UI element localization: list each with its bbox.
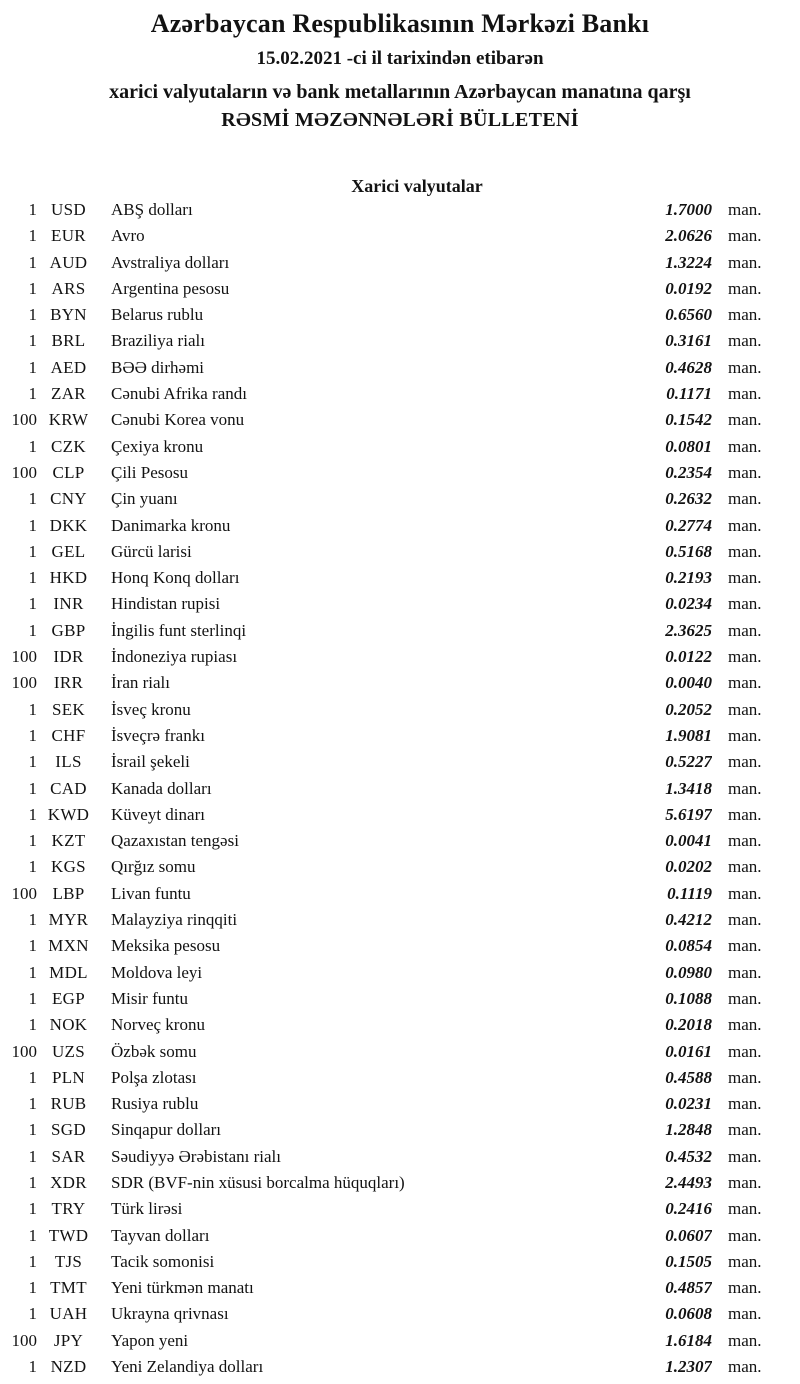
currency-quantity: 1 <box>28 1067 37 1087</box>
currency-name: İsveçrə frankı <box>111 725 205 745</box>
currency-code: UAH <box>49 1304 88 1324</box>
currency-rate: 0.4532 <box>665 1146 712 1166</box>
currency-name: Belarus rublu <box>111 305 204 325</box>
currency-name: Braziliya rialı <box>111 331 205 351</box>
currency-name: Malayziya rinqqiti <box>111 910 238 930</box>
manat-unit-label: man. <box>728 1225 762 1245</box>
currency-name: Moldova leyi <box>111 962 203 982</box>
currency-rate: 0.0122 <box>665 647 712 667</box>
currency-quantity: 1 <box>28 305 37 325</box>
manat-unit-label: man. <box>728 1015 762 1035</box>
currency-code: GBP <box>51 620 86 640</box>
currency-name: Yeni Zelandiya dolları <box>111 1357 264 1377</box>
currency-rate: 0.0192 <box>665 278 712 298</box>
currency-rate: 0.0041 <box>665 831 712 851</box>
currency-code: JPY <box>53 1330 84 1350</box>
currency-quantity: 100 <box>11 647 37 667</box>
currency-name: Avro <box>111 226 145 246</box>
table-row <box>0 1170 800 1196</box>
currency-rate: 0.2632 <box>665 489 712 509</box>
currency-name: Misir funtu <box>111 988 188 1008</box>
currency-rate: 1.2848 <box>665 1120 712 1140</box>
manat-unit-label: man. <box>728 1067 762 1087</box>
currency-rate: 0.1119 <box>667 883 712 903</box>
currency-rate: 0.0980 <box>665 962 712 982</box>
currency-rate: 0.5168 <box>665 541 712 561</box>
manat-unit-label: man. <box>728 1251 762 1271</box>
manat-unit-label: man. <box>728 620 762 640</box>
currency-quantity: 1 <box>28 831 37 851</box>
table-row <box>0 407 800 433</box>
table-row <box>0 434 800 460</box>
currency-name: İsveç kronu <box>111 699 191 719</box>
table-row <box>0 749 800 775</box>
currency-rate: 0.2416 <box>665 1199 712 1219</box>
currency-name: Tayvan dolları <box>111 1225 210 1245</box>
currency-name: Gürcü larisi <box>111 541 192 561</box>
currency-name: Qazaxıstan tengəsi <box>111 831 239 851</box>
currency-quantity: 1 <box>28 1015 37 1035</box>
currency-code: GEL <box>51 541 86 561</box>
currency-code: KZT <box>51 831 86 851</box>
currency-quantity: 1 <box>28 857 37 877</box>
table-row <box>0 907 800 933</box>
table-row <box>0 697 800 723</box>
currency-code: CAD <box>50 778 87 798</box>
table-row <box>0 854 800 880</box>
table-row <box>0 250 800 276</box>
currency-code: AUD <box>49 252 88 272</box>
manat-unit-label: man. <box>728 910 762 930</box>
manat-unit-label: man. <box>728 410 762 430</box>
currency-code: CNY <box>50 489 87 509</box>
table-row <box>0 486 800 512</box>
currency-name: Yapon yeni <box>111 1330 189 1350</box>
manat-unit-label: man. <box>728 1278 762 1298</box>
manat-unit-label: man. <box>728 331 762 351</box>
currency-code: ZAR <box>51 384 86 404</box>
currency-rate: 0.0202 <box>665 857 712 877</box>
currency-name: Kanada dolları <box>111 778 212 798</box>
currency-rate: 0.6560 <box>665 305 712 325</box>
currency-name: Sinqapur dolları <box>111 1120 222 1140</box>
table-row <box>0 591 800 617</box>
manat-unit-label: man. <box>728 647 762 667</box>
manat-unit-label: man. <box>728 1304 762 1324</box>
manat-unit-label: man. <box>728 305 762 325</box>
manat-unit-label: man. <box>728 752 762 772</box>
currency-rate: 0.1088 <box>665 988 712 1008</box>
table-row <box>0 1196 800 1222</box>
currency-quantity: 1 <box>28 725 37 745</box>
manat-unit-label: man. <box>728 1094 762 1114</box>
currency-name: Rusiya rublu <box>111 1094 199 1114</box>
manat-unit-label: man. <box>728 200 762 219</box>
table-row <box>0 328 800 354</box>
currency-rate: 0.0234 <box>665 594 712 614</box>
bank-title: Azərbaycan Respublikasının Mərkəzi Bankı <box>150 9 650 38</box>
currency-name: Avstraliya dolları <box>111 252 230 272</box>
currency-code: DKK <box>49 515 88 535</box>
table-row <box>0 223 800 249</box>
currency-code: UZS <box>51 1041 86 1061</box>
currency-quantity: 1 <box>28 594 37 614</box>
currency-name: Ukrayna qrivnası <box>111 1304 229 1324</box>
currency-code: KWD <box>47 804 90 824</box>
currency-quantity: 1 <box>28 699 37 719</box>
currency-quantity: 1 <box>28 962 37 982</box>
manat-unit-label: man. <box>728 1120 762 1140</box>
currency-name: Çin yuanı <box>111 489 178 509</box>
currency-name: İran rialı <box>111 673 170 693</box>
manat-unit-label: man. <box>728 673 762 693</box>
table-row <box>0 276 800 302</box>
currency-rate: 2.0626 <box>665 226 712 246</box>
currency-code: TJS <box>54 1251 83 1271</box>
currency-code: LBP <box>52 883 85 903</box>
table-row <box>0 1117 800 1143</box>
table-row <box>0 644 800 670</box>
currency-code: INR <box>53 594 84 614</box>
manat-unit-label: man. <box>728 804 762 824</box>
currency-rate: 0.3161 <box>665 331 712 351</box>
currency-code: SAR <box>51 1146 86 1166</box>
currency-quantity: 1 <box>28 252 37 272</box>
manat-unit-label: man. <box>728 436 762 456</box>
currency-code: AED <box>50 357 87 377</box>
currency-quantity: 1 <box>28 200 37 219</box>
rates-table <box>0 197 800 1380</box>
manat-unit-label: man. <box>728 252 762 272</box>
currency-name: Meksika pesosu <box>111 936 221 956</box>
currency-code: CZK <box>51 436 86 456</box>
currency-quantity: 1 <box>28 436 37 456</box>
currency-quantity: 1 <box>28 1357 37 1377</box>
currency-quantity: 100 <box>11 883 37 903</box>
currency-name: Türk lirəsi <box>111 1199 183 1219</box>
currency-quantity: 100 <box>11 673 37 693</box>
currency-quantity: 1 <box>28 515 37 535</box>
currency-code: TMT <box>50 1278 87 1298</box>
currency-rate: 0.2354 <box>665 462 712 482</box>
table-row <box>0 539 800 565</box>
currency-rate: 0.0607 <box>665 1225 712 1245</box>
manat-unit-label: man. <box>728 936 762 956</box>
manat-unit-label: man. <box>728 699 762 719</box>
currency-rate: 0.0231 <box>665 1094 712 1114</box>
currency-code: RUB <box>50 1094 87 1114</box>
table-row <box>0 1144 800 1170</box>
currency-quantity: 1 <box>28 226 37 246</box>
currency-rate: 1.3418 <box>665 778 712 798</box>
table-row <box>0 302 800 328</box>
currency-quantity: 1 <box>28 278 37 298</box>
currency-rate: 1.2307 <box>665 1357 712 1377</box>
manat-unit-label: man. <box>728 357 762 377</box>
currency-name: Danimarka kronu <box>111 515 231 535</box>
section-title-foreign-currencies: Xarici valyutalar <box>351 176 483 196</box>
currency-code: EGP <box>51 988 86 1008</box>
currency-name: Livan funtu <box>111 883 191 903</box>
table-row <box>0 670 800 696</box>
currency-quantity: 1 <box>28 804 37 824</box>
table-row <box>0 1223 800 1249</box>
currency-quantity: 1 <box>28 1225 37 1245</box>
table-row <box>0 1301 800 1327</box>
currency-rate: 0.5227 <box>665 752 712 772</box>
currency-name: Cənubi Afrika randı <box>111 384 247 404</box>
manat-unit-label: man. <box>728 857 762 877</box>
table-row <box>0 828 800 854</box>
table-row <box>0 1328 800 1354</box>
currency-quantity: 1 <box>28 752 37 772</box>
currency-quantity: 1 <box>28 988 37 1008</box>
manat-unit-label: man. <box>728 1330 762 1350</box>
table-row <box>0 460 800 486</box>
currency-name: Çexiya kronu <box>111 436 204 456</box>
currency-code: BYN <box>50 305 87 325</box>
table-row <box>0 776 800 802</box>
table-row <box>0 1065 800 1091</box>
currency-code: NOK <box>49 1015 88 1035</box>
currency-rate: 0.0040 <box>665 673 712 693</box>
currency-name: İngilis funt sterlinqi <box>111 620 247 640</box>
currency-rate: 0.0854 <box>665 936 712 956</box>
currency-code: BRL <box>51 331 86 351</box>
bulletin-header <box>0 0 800 132</box>
manat-unit-label: man. <box>728 831 762 851</box>
table-row <box>0 1039 800 1065</box>
manat-unit-label: man. <box>728 541 762 561</box>
manat-unit-label: man. <box>728 988 762 1008</box>
currency-quantity: 1 <box>28 936 37 956</box>
currency-quantity: 1 <box>28 357 37 377</box>
currency-rate: 1.7000 <box>665 200 712 219</box>
currency-quantity: 1 <box>28 384 37 404</box>
currency-quantity: 100 <box>11 410 37 430</box>
currency-quantity: 1 <box>28 1251 37 1271</box>
currency-quantity: 1 <box>28 331 37 351</box>
currency-name: Yeni türkmən manatı <box>111 1278 254 1298</box>
currency-rate: 1.3224 <box>665 252 712 272</box>
currency-name: Hindistan rupisi <box>111 594 221 614</box>
table-row <box>0 986 800 1012</box>
manat-unit-label: man. <box>728 515 762 535</box>
currency-quantity: 100 <box>11 1041 37 1061</box>
currency-name: ABŞ dolları <box>111 200 193 219</box>
currency-quantity: 1 <box>28 541 37 561</box>
currency-code: XDR <box>50 1172 87 1192</box>
currency-code: ARS <box>51 278 86 298</box>
table-row <box>0 355 800 381</box>
currency-code: KGS <box>51 857 86 877</box>
currency-name: İsrail şekeli <box>111 752 190 772</box>
currency-code: NZD <box>50 1357 87 1377</box>
currency-rate: 0.0801 <box>665 436 712 456</box>
currency-code: SEK <box>51 699 86 719</box>
table-row <box>0 1249 800 1275</box>
currency-quantity: 1 <box>28 489 37 509</box>
currency-code: TRY <box>51 1199 86 1219</box>
manat-unit-label: man. <box>728 1357 762 1377</box>
currency-name: Honq Konq dolları <box>111 568 240 588</box>
currency-code: USD <box>51 200 86 219</box>
currency-rate: 0.1171 <box>666 384 712 404</box>
table-row <box>0 881 800 907</box>
table-row <box>0 618 800 644</box>
scope-line: xarici valyutaların və bank metallarının Azərbaycan manatına qarşı <box>109 81 691 103</box>
currency-quantity: 1 <box>28 1146 37 1166</box>
currency-rate: 0.4628 <box>665 357 712 377</box>
manat-unit-label: man. <box>728 1199 762 1219</box>
currency-name: Səudiyyə Ərəbistanı rialı <box>111 1146 281 1166</box>
table-row <box>0 197 800 223</box>
table-row <box>0 802 800 828</box>
table-row <box>0 1091 800 1117</box>
manat-unit-label: man. <box>728 278 762 298</box>
currency-rate: 2.4493 <box>665 1172 712 1192</box>
currency-quantity: 1 <box>28 910 37 930</box>
table-row <box>0 960 800 986</box>
currency-name: Çili Pesosu <box>111 462 188 482</box>
currency-rate: 0.4212 <box>665 910 712 930</box>
currency-code: CHF <box>51 725 86 745</box>
table-row <box>0 1012 800 1038</box>
currency-code: PLN <box>51 1067 86 1087</box>
currency-quantity: 1 <box>28 568 37 588</box>
currency-name: Polşa zlotası <box>111 1067 197 1087</box>
currency-name: Qırğız somu <box>111 857 196 877</box>
currency-quantity: 1 <box>28 1278 37 1298</box>
currency-name: SDR (BVF-nin xüsusi borcalma hüquqları) <box>111 1172 405 1192</box>
currency-code: KRW <box>48 410 89 430</box>
table-row <box>0 381 800 407</box>
currency-code: EUR <box>51 226 86 246</box>
effective-date-line: 15.02.2021 -ci il tarixindən etibarən <box>256 48 544 69</box>
currency-code: MYR <box>48 910 89 930</box>
currency-name: Tacik somonisi <box>111 1251 215 1271</box>
manat-unit-label: man. <box>728 226 762 246</box>
currency-code: SGD <box>51 1120 86 1140</box>
currency-name: Özbək somu <box>111 1041 197 1061</box>
manat-unit-label: man. <box>728 883 762 903</box>
currency-name: Argentina pesosu <box>111 278 230 298</box>
currency-name: Küveyt dinarı <box>111 804 205 824</box>
currency-rate: 0.4857 <box>665 1278 712 1298</box>
currency-code: ILS <box>55 752 82 772</box>
manat-unit-label: man. <box>728 568 762 588</box>
manat-unit-label: man. <box>728 594 762 614</box>
currency-rate: 0.2774 <box>665 515 712 535</box>
currency-rate: 0.2052 <box>665 699 712 719</box>
currency-rate: 2.3625 <box>665 620 712 640</box>
manat-unit-label: man. <box>728 462 762 482</box>
manat-unit-label: man. <box>728 1041 762 1061</box>
bulletin-title: RƏSMİ MƏZƏNNƏLƏRİ BÜLLETENİ <box>221 109 579 131</box>
currency-quantity: 1 <box>28 1094 37 1114</box>
currency-quantity: 100 <box>11 462 37 482</box>
table-row <box>0 933 800 959</box>
manat-unit-label: man. <box>728 384 762 404</box>
table-row <box>0 1275 800 1301</box>
currency-quantity: 1 <box>28 1199 37 1219</box>
table-row <box>0 1354 800 1380</box>
currency-rate: 0.4588 <box>665 1067 712 1087</box>
currency-quantity: 100 <box>11 1330 37 1350</box>
manat-unit-label: man. <box>728 962 762 982</box>
manat-unit-label: man. <box>728 1172 762 1192</box>
currency-code: MXN <box>48 936 89 956</box>
currency-name: Cənubi Korea vonu <box>111 410 245 430</box>
currency-code: IRR <box>53 673 84 693</box>
currency-rate: 0.0608 <box>665 1304 712 1324</box>
currency-code: MDL <box>49 962 88 982</box>
manat-unit-label: man. <box>728 489 762 509</box>
currency-rate: 0.0161 <box>665 1041 712 1061</box>
currency-name: Norveç kronu <box>111 1015 205 1035</box>
currency-rate: 1.6184 <box>665 1330 712 1350</box>
currency-rate: 0.1542 <box>665 410 712 430</box>
currency-quantity: 1 <box>28 1304 37 1324</box>
currency-quantity: 1 <box>28 1120 37 1140</box>
currency-name: BƏƏ dirhəmi <box>111 357 205 377</box>
manat-unit-label: man. <box>728 1146 762 1166</box>
currency-rate: 0.2193 <box>665 568 712 588</box>
currency-rate: 5.6197 <box>665 804 712 824</box>
currency-code: HKD <box>49 568 88 588</box>
manat-unit-label: man. <box>728 725 762 745</box>
currency-quantity: 1 <box>28 778 37 798</box>
manat-unit-label: man. <box>728 778 762 798</box>
table-row <box>0 565 800 591</box>
currency-rate: 0.1505 <box>665 1251 712 1271</box>
currency-code: IDR <box>53 647 84 667</box>
currency-rate: 1.9081 <box>665 725 712 745</box>
currency-code: CLP <box>52 462 85 482</box>
currency-quantity: 1 <box>28 1172 37 1192</box>
currency-rate: 0.2018 <box>665 1015 712 1035</box>
table-row <box>0 513 800 539</box>
currency-name: İndoneziya rupiası <box>111 647 238 667</box>
currency-quantity: 1 <box>28 620 37 640</box>
currency-code: TWD <box>48 1225 89 1245</box>
table-row <box>0 723 800 749</box>
